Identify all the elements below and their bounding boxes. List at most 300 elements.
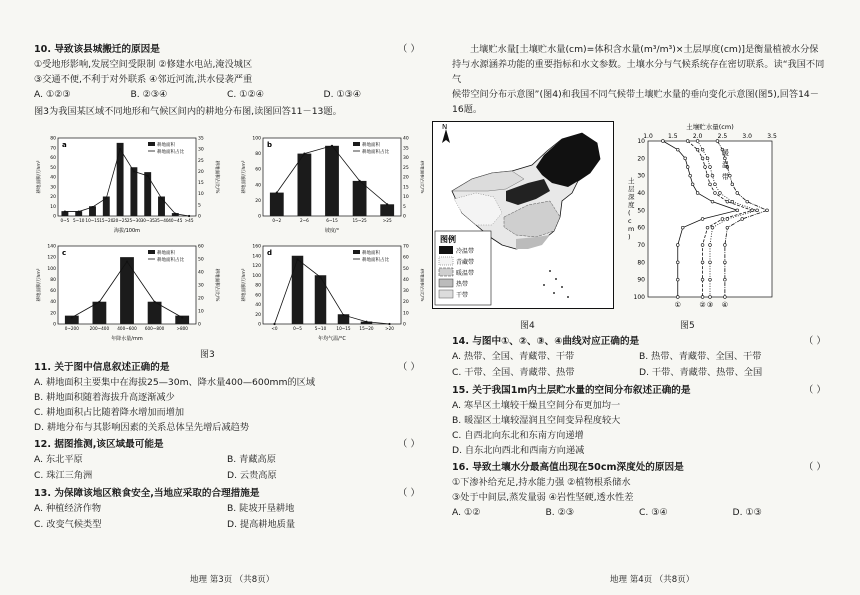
q11-option-b[interactable]: B. 耕地面积随着海拔升高逐渐减少: [34, 392, 175, 403]
svg-text:热带: 热带: [456, 281, 469, 288]
chart-a: [35, 136, 221, 235]
question-14: [452, 334, 826, 349]
y2-tick-label: 30: [198, 147, 204, 153]
bar-6~15: [325, 146, 339, 216]
y-tick-label: 40: [50, 300, 56, 306]
profile-point: [711, 200, 714, 203]
legend-bar-label: 耕地面积: [157, 251, 175, 256]
question-16: [452, 460, 826, 475]
y2-axis-label: 耕地面积占比/%: [214, 160, 219, 194]
y-tick-label: 20: [255, 312, 261, 318]
q11-number: 11.: [34, 362, 51, 373]
north-label: N: [442, 123, 448, 131]
share-point->45: [188, 215, 190, 217]
chart-c: [35, 244, 221, 343]
y-tick-label: 70: [50, 146, 56, 152]
chart-letter: b: [267, 141, 273, 149]
bar-30~35: [144, 172, 151, 216]
x-tick-label: >45: [184, 218, 194, 223]
profile-point: [696, 148, 699, 151]
profile-y-tick: 20: [637, 155, 645, 163]
y2-tick-label: 35: [403, 146, 409, 152]
q13-option-a[interactable]: A. 种植经济作物: [34, 503, 102, 514]
x-tick-label: 30~35: [140, 218, 155, 223]
legend-bar-label: 耕地面积: [362, 251, 380, 256]
profile-point: [709, 183, 712, 186]
q16-option-c[interactable]: C. ③④: [639, 507, 668, 518]
share-point-15~20: [365, 321, 367, 323]
profile-point: [726, 200, 729, 203]
figure-4-climate-map: [432, 121, 614, 309]
q13-option-d[interactable]: D. 提高耕地质量: [227, 519, 296, 530]
y2-tick-label: 10: [403, 311, 409, 317]
y2-tick-label: 30: [198, 283, 204, 289]
y-tick-label: 80: [255, 152, 261, 158]
x-axis-label: 年均气温/°C: [318, 336, 346, 342]
profile-point: [676, 296, 679, 299]
profile-x-tick: 2.5: [717, 133, 728, 140]
profile-point: [661, 140, 664, 143]
profile-point: [701, 244, 704, 247]
q12-option-b[interactable]: B. 青藏高原: [227, 454, 276, 465]
y-tick-label: 120: [252, 264, 261, 269]
x-tick-label: 40~45: [168, 218, 183, 223]
q14-options: [452, 349, 826, 381]
profile-y-tick: 50: [637, 207, 645, 215]
y2-tick-label: 50: [403, 266, 409, 272]
q10-option-c[interactable]: C. ①②④: [227, 89, 264, 100]
y2-tick-label: 0: [198, 322, 201, 328]
y-tick-label: 20: [255, 198, 261, 204]
q16-number: 16.: [452, 462, 469, 473]
profile-point: [736, 192, 739, 195]
share-point-10~15: [91, 206, 93, 208]
y2-axis-label: 耕地面积占比/%: [214, 268, 219, 302]
q16-option-d[interactable]: D. ①③: [732, 507, 762, 518]
question-11: [34, 360, 420, 375]
y-tick-label: 40: [255, 303, 261, 308]
chart-d: [240, 244, 424, 343]
q14-option-d[interactable]: D. 干带、青藏带、热带、全国: [639, 367, 763, 378]
share-point-15~20: [105, 197, 107, 199]
bar->25: [380, 204, 394, 216]
y-tick-label: 100: [252, 136, 261, 142]
profile-y-tick: 60: [637, 224, 645, 232]
y2-tick-label: 5: [403, 204, 406, 210]
y2-tick-label: 20: [403, 175, 409, 181]
profile-point: [723, 244, 726, 247]
y-axis-label: 耕地面积/万hm²: [242, 268, 247, 302]
profile-point: [709, 244, 712, 247]
q12-option-a[interactable]: A. 东北平原: [34, 454, 83, 465]
x-axis-label: 坡度/°: [324, 228, 340, 234]
profile-point: [714, 192, 717, 195]
x-tick-label: >25: [382, 218, 392, 223]
y-tick-label: 100: [47, 266, 56, 272]
question-12: [34, 437, 420, 452]
q16-stem: 导致土壤水分最高值出现在50cm深度处的原因是: [472, 462, 684, 473]
share-point-25~30: [133, 170, 135, 172]
left-footer: 地理 第3页 （共8页）: [190, 575, 275, 585]
legend-line-label: 耕地面积占比: [157, 258, 184, 263]
q10-option-a[interactable]: A. ①②③: [34, 89, 71, 100]
profile-x-tick: 1.0: [643, 133, 653, 140]
share-point-20~25: [119, 148, 121, 150]
profile-point: [741, 218, 744, 221]
y2-tick-label: 70: [403, 244, 409, 250]
profile-point: [731, 200, 734, 203]
q12-options: [34, 452, 420, 484]
x-axis-label: 海拔/100m: [113, 228, 141, 234]
x-tick-label: 0~2: [272, 218, 282, 223]
profile-point: [706, 226, 709, 229]
y-tick-label: 80: [50, 277, 56, 283]
profile-x-tick: 1.5: [668, 133, 678, 140]
share-point-30~35: [147, 175, 149, 177]
left-questions: [0, 360, 430, 533]
profile-point: [721, 218, 724, 221]
q11-option-a[interactable]: A. 耕地面积主要集中在海拔25—30m、降水量400—600mm的区域: [34, 377, 316, 388]
y-tick-label: 0: [258, 214, 261, 220]
y2-tick-label: 0: [403, 322, 406, 328]
x-tick-label: 5~10: [314, 326, 327, 331]
y2-axis-label: 耕地面积占比/%: [419, 268, 424, 302]
profile-x-tick: 3.0: [742, 133, 752, 140]
x-tick-label: 0~5: [60, 218, 70, 223]
bar-35~40: [158, 197, 165, 217]
x-tick-label: <0: [271, 326, 278, 331]
x-tick-label: 10~15: [85, 218, 100, 223]
y-axis-label: 耕地面积/万hm²: [37, 268, 42, 302]
share-point-15~25: [359, 180, 361, 182]
x-tick-label: 600~800: [144, 326, 165, 331]
profile-zone-label: 暖: [722, 149, 729, 157]
q15-number: 15.: [452, 385, 469, 396]
profile-point: [684, 157, 687, 160]
q16-statement-1: ①下渗补给充足,持水能力强 ②植物根系储水: [452, 477, 631, 488]
q12-number: 12.: [34, 439, 51, 450]
profile-y-tick: 90: [637, 276, 645, 284]
profile-point: [751, 209, 754, 212]
q14-option-c[interactable]: C. 干带、全国、青藏带、热带: [452, 367, 575, 378]
y-tick-label: 80: [255, 283, 261, 289]
q10-number: 10.: [34, 44, 51, 55]
figure-4-caption: 图4: [520, 321, 535, 331]
q15-answer-blank[interactable]: （ ）: [803, 385, 826, 396]
profile-point: [691, 183, 694, 186]
profile-point: [706, 157, 709, 160]
profile-y-tick: 80: [637, 259, 645, 267]
profile-point: [701, 218, 704, 221]
q12-answer-blank[interactable]: （ ）: [397, 439, 420, 450]
y2-tick-label: 20: [198, 169, 204, 175]
y2-tick-label: 40: [403, 136, 409, 142]
bar-400~600: [120, 257, 134, 324]
y-tick-label: 20: [50, 311, 56, 317]
profile-point: [696, 140, 699, 143]
y-tick-label: 0: [53, 214, 56, 220]
y-tick-label: 80: [50, 136, 56, 142]
y-tick-label: 140: [252, 254, 261, 260]
x-tick-label: >20: [385, 326, 394, 331]
legend-line-label: 耕地面积占比: [362, 150, 389, 155]
profile-zone-label: 带: [722, 173, 729, 181]
x-tick-label: 10~15: [336, 326, 351, 331]
y-axis-label: 耕地面积/万hm²: [242, 160, 247, 194]
q10-options: [34, 87, 420, 102]
x-tick-label: 35~40: [154, 218, 169, 223]
q10-answer-blank[interactable]: （ ）: [397, 44, 420, 55]
q15-option-d[interactable]: D. 自东北向西北和西南方向递减: [452, 445, 585, 456]
x-tick-label: 5~10: [72, 218, 85, 223]
bar-2~6: [298, 154, 312, 216]
profile-y-tick: 100: [633, 294, 645, 301]
profile-marker-4: ④: [721, 301, 729, 309]
x-tick-label: 400~600: [117, 326, 137, 331]
x-tick-label: 15~25: [352, 218, 367, 223]
share-point-6~15: [331, 145, 333, 147]
q13-answer-blank[interactable]: （ ）: [397, 488, 420, 499]
q11-stem: 关于图中信息叙述正确的是: [54, 362, 170, 373]
share-point-0~200: [71, 316, 73, 318]
q14-option-a[interactable]: A. 热带、全国、青藏带、干带: [452, 351, 575, 362]
y-tick-label: 160: [252, 244, 261, 250]
profile-point: [711, 174, 714, 177]
profile-y-tick: 40: [637, 190, 645, 197]
y2-tick-label: 40: [198, 270, 204, 276]
share-point->800: [181, 316, 183, 318]
profile-point: [709, 166, 712, 169]
right-intro-line-3: 候带空间分布示意图”(图4)和我国不同气候带土壤贮水量的垂向变化示意图(图5),回答14－: [452, 89, 819, 100]
x-tick-label: 25~30: [126, 218, 141, 223]
q16-option-a[interactable]: A. ①②: [452, 507, 481, 518]
q16-statement-2: ③处于中间层,蒸发量弱 ④岩性坚硬,透水性差: [452, 492, 634, 503]
svg-text:冷温带: 冷温带: [456, 248, 475, 255]
chart-letter: d: [267, 249, 273, 257]
share-point-10~15: [342, 314, 344, 316]
question-10: [34, 42, 420, 57]
share-point-0~5: [296, 258, 298, 260]
profile-point: [731, 183, 734, 186]
x-tick-label: 2~6: [299, 218, 309, 223]
share-point->20: [388, 323, 390, 325]
profile-point: [709, 261, 712, 264]
y-tick-label: 30: [50, 185, 56, 191]
share-point-35~40: [160, 197, 162, 199]
profile-point: [723, 296, 726, 299]
q13-option-c[interactable]: C. 改变气候类型: [34, 519, 102, 530]
figure-3-charts: [34, 132, 424, 348]
q15-option-c[interactable]: C. 自西北向东北和东南方向递增: [452, 430, 584, 441]
legend-cold-temperate: [439, 246, 474, 255]
q16-options: [452, 505, 826, 520]
y2-tick-label: 5: [198, 203, 201, 209]
share-point-400~600: [126, 261, 128, 263]
profile-point: [696, 192, 699, 195]
bar-0~5: [292, 256, 304, 324]
profile-point: [709, 278, 712, 281]
legend-warm-temperate: [439, 268, 474, 277]
profile-point: [686, 166, 689, 169]
q13-option-b[interactable]: B. 陡坡开垦耕地: [227, 503, 295, 514]
x-tick-label: 15~20: [99, 218, 114, 223]
profile-point: [726, 218, 729, 221]
bar-25~30: [130, 167, 137, 216]
y-tick-label: 20: [50, 195, 56, 200]
y2-tick-label: 0: [403, 214, 406, 220]
q12-option-c[interactable]: C. 珠江三角洲: [34, 470, 93, 481]
right-intro-line-2: 持与水源涵养功能的重要指标和水文参数。土壤水分与气候系统存在密切联系。读“我国不同气: [452, 59, 825, 85]
y-tick-label: 40: [50, 175, 56, 181]
q15-option-b[interactable]: B. 暖湿区土壤较湿润且空间变异程度较大: [452, 415, 621, 426]
y-tick-label: 10: [50, 204, 56, 210]
map-legend-title: 图例: [440, 235, 456, 244]
y2-tick-label: 30: [403, 289, 409, 295]
q14-option-b[interactable]: B. 热带、青藏带、全国、干带: [639, 351, 762, 362]
y-tick-label: 100: [252, 273, 261, 279]
y2-tick-label: 0: [198, 214, 201, 220]
profile-point: [676, 148, 679, 151]
legend-bar-label: 耕地面积: [157, 143, 175, 148]
bar-15~25: [353, 181, 367, 216]
right-intro-line-1: 土壤贮水量[土壤贮水量(cm)=体积含水量(m³/m³)×土层厚度(cm)]是衡量植被水分保: [470, 44, 819, 55]
q16-answer-blank[interactable]: （ ）: [803, 462, 826, 473]
profile-point: [706, 174, 709, 177]
profile-point: [714, 183, 717, 186]
profile-x-tick: 3.5: [767, 133, 777, 140]
x-tick-label: >800: [176, 326, 188, 331]
profile-point: [709, 296, 712, 299]
profile-point: [676, 261, 679, 264]
y2-tick-label: 30: [403, 156, 409, 161]
q11-option-c[interactable]: C. 耕地面积占比随着降水增加而增加: [34, 407, 185, 418]
share-point-200~400: [98, 301, 100, 303]
bar-0~2: [270, 193, 284, 216]
y2-tick-label: 20: [403, 300, 409, 306]
y-tick-label: 40: [255, 183, 261, 189]
profile-point: [746, 200, 749, 203]
profile-zone-label: 温: [722, 161, 729, 169]
share-point-0~2: [276, 192, 278, 194]
x-tick-label: 0~200: [64, 326, 79, 331]
x-axis-label: 年降水量/mm: [111, 336, 143, 342]
profile-point: [689, 174, 692, 177]
profile-point: [701, 261, 704, 264]
share-point-<0: [273, 323, 275, 325]
right-questions: [430, 334, 860, 520]
profile-x-tick: 2.0: [692, 133, 703, 140]
question-13: [34, 486, 420, 501]
profile-point: [723, 261, 726, 264]
profile-marker-1: ①: [674, 301, 681, 309]
profile-point: [701, 148, 704, 151]
y2-tick-label: 20: [198, 296, 204, 302]
q10-option-d[interactable]: D. ①③④: [323, 89, 362, 100]
profile-point: [723, 157, 726, 160]
profile-point: [723, 278, 726, 281]
x-tick-label: 6~15: [326, 218, 338, 223]
legend-qinghai-tibet: [439, 257, 474, 266]
q12-option-d[interactable]: D. 云贵高原: [227, 470, 277, 481]
profile-point: [716, 140, 719, 143]
figure3-intro: 图3为我国某区域不同地形和气候区间内的耕地分布图,读图回答11－13题。: [34, 106, 342, 117]
x-tick-label: 15~20: [359, 326, 374, 331]
y-tick-label: 140: [47, 244, 56, 250]
y2-tick-label: 60: [403, 255, 409, 261]
profile-point: [701, 296, 704, 299]
y2-tick-label: 10: [198, 309, 204, 315]
y-tick-label: 60: [255, 293, 261, 299]
profile-point: [701, 157, 704, 160]
y2-tick-label: 40: [403, 277, 409, 283]
q14-number: 14.: [452, 336, 469, 347]
q10-statement-1: ①受地形影响,发展空间受限制 ②修建水电站,淹没城区: [34, 59, 253, 70]
share-point-2~6: [303, 153, 305, 155]
profile-point: [736, 209, 739, 212]
x-tick-label: 0~5: [293, 326, 302, 331]
y-tick-label: 50: [50, 165, 56, 171]
q11-answer-blank[interactable]: （ ）: [397, 362, 420, 373]
y2-tick-label: 15: [198, 181, 204, 187]
share-point-5~10: [78, 210, 80, 212]
profile-point: [676, 278, 679, 281]
svg-text:暖温带: 暖温带: [456, 270, 475, 277]
y2-tick-label: 10: [198, 192, 204, 198]
profile-point: [711, 226, 714, 229]
q14-stem: 与图中①、②、③、④曲线对应正确的是: [472, 336, 640, 347]
y2-tick-label: 50: [198, 257, 204, 263]
x-tick-label: 200~400: [89, 326, 110, 331]
profile-point: [686, 140, 689, 143]
chart-letter: a: [62, 141, 67, 149]
y-tick-label: 120: [47, 255, 56, 261]
q10-option-b[interactable]: B. ②③④: [130, 89, 168, 100]
legend-bar-label: 耕地面积: [362, 143, 380, 148]
y-tick-label: 0: [258, 322, 261, 328]
q16-option-b[interactable]: B. ②③: [545, 507, 575, 518]
q13-options: [34, 501, 420, 533]
share-point->25: [386, 203, 388, 205]
q11-option-d[interactable]: D. 耕地分布与其影响因素的关系总体呈先增后减趋势: [34, 422, 250, 433]
share-point-5~10: [319, 276, 321, 278]
right-footer: 地理 第4页 （共8页）: [610, 575, 695, 585]
q10-statement-2: ③交通不便,不利于对外联系 ④邻近河流,洪水侵袭严重: [34, 74, 253, 85]
y-axis-label: 耕地面积/万hm²: [37, 160, 42, 194]
q14-answer-blank[interactable]: （ ）: [803, 336, 826, 347]
svg-text:青藏带: 青藏带: [456, 259, 475, 266]
y2-tick-label: 60: [198, 244, 204, 250]
y2-tick-label: 10: [403, 195, 409, 200]
y2-tick-label: 35: [198, 136, 204, 142]
profile-point: [676, 244, 679, 247]
profile-y-tick: 10: [637, 138, 645, 145]
y2-tick-label: 25: [403, 165, 409, 171]
svg-text:干带: 干带: [456, 292, 469, 299]
y2-tick-label: 25: [198, 158, 204, 164]
bar-5~10: [315, 275, 327, 324]
share-point-0~5: [64, 210, 66, 212]
profile-marker-3: ③: [706, 301, 714, 309]
profile-marker-2: ②: [699, 301, 706, 309]
profile-point: [681, 226, 684, 229]
x-tick-label: 20~25: [113, 218, 128, 223]
profile-point: [704, 166, 707, 169]
bar-20~25: [117, 143, 124, 216]
q15-option-a[interactable]: A. 寒旱区土壤较干燥且空间分布更加均一: [452, 400, 621, 411]
y-tick-label: 0: [53, 322, 56, 328]
y2-tick-label: 15: [403, 185, 409, 191]
y-tick-label: 60: [255, 167, 261, 173]
